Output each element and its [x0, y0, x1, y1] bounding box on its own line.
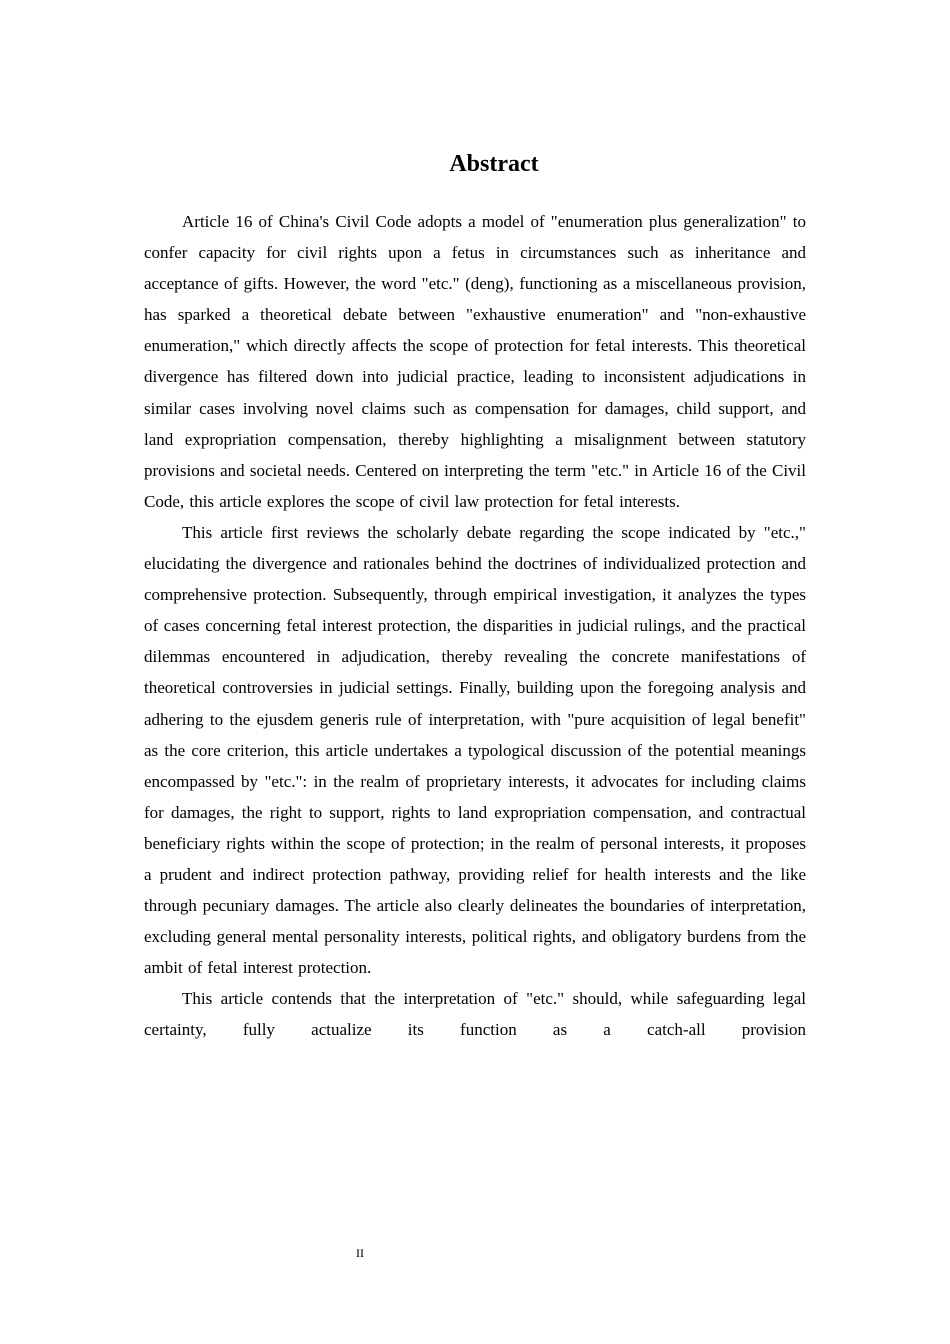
abstract-body: [144, 206, 806, 1046]
abstract-paragraph-3: This article contends that the interpretation of "etc." should, while safeguarding legal certainty, fully actualize its function as a catch-all provision: [144, 989, 806, 1040]
page-title: Abstract: [449, 151, 539, 177]
abstract-paragraph-2: This article first reviews the scholarly debate regarding the scope indicated by "etc.," elucidating the divergence and rationales behind the doctrines of individualized protection and comprehensive protection. Subsequently, through empirical investigation, it analyzes the types of cases concerning fetal interest protection, the disparities in judicial rulings, and the practical dilemmas encountered in adjudication, thereby revealing the concrete manifestations of theoretical controversies in judicial settings. Finally, building upon the foregoing analysis and adhering to the ejusdem generis rule of interpretation, with "pure acquisition of legal benefit" as the core criterion, this article undertakes a typological discussion of the potential meanings encompassed by "etc.": in the realm of proprietary interests, it advocates for including claims for damages, the right to support, rights to land expropriation compensation, and contractual beneficiary rights within the scope of protection; in the realm of personal interests, it proposes a prudent and indirect protection pathway, providing relief for health interests and the like through pecuniary damages. The article also clearly delineates the boundaries of interpretation, excluding general mental personality interests, political rights, and obligatory burdens from the ambit of fetal interest protection.: [144, 522, 806, 978]
page-number: II: [356, 1246, 364, 1260]
abstract-paragraph-1: Article 16 of China's Civil Code adopts a model of "enumeration plus generalization" to confer capacity for civil rights upon a fetus in circumstances such as inheritance and acceptance of gifts. However, the word "etc." (deng), functioning as a miscellaneous provision, has sparked a theoretical debate between "exhaustive enumeration" and "non-exhaustive enumeration," which directly affects the scope of protection for fetal interests. This theoretical divergence has filtered down into judicial practice, leading to inconsistent adjudications in similar cases involving novel claims such as compensation for damages, child support, and land expropriation compensation, thereby highlighting a misalignment between statutory provisions and societal needs. Centered on interpreting the term "etc." in Article 16 of the Civil Code, this article explores the scope of civil law protection for fetal interests.: [144, 212, 806, 511]
